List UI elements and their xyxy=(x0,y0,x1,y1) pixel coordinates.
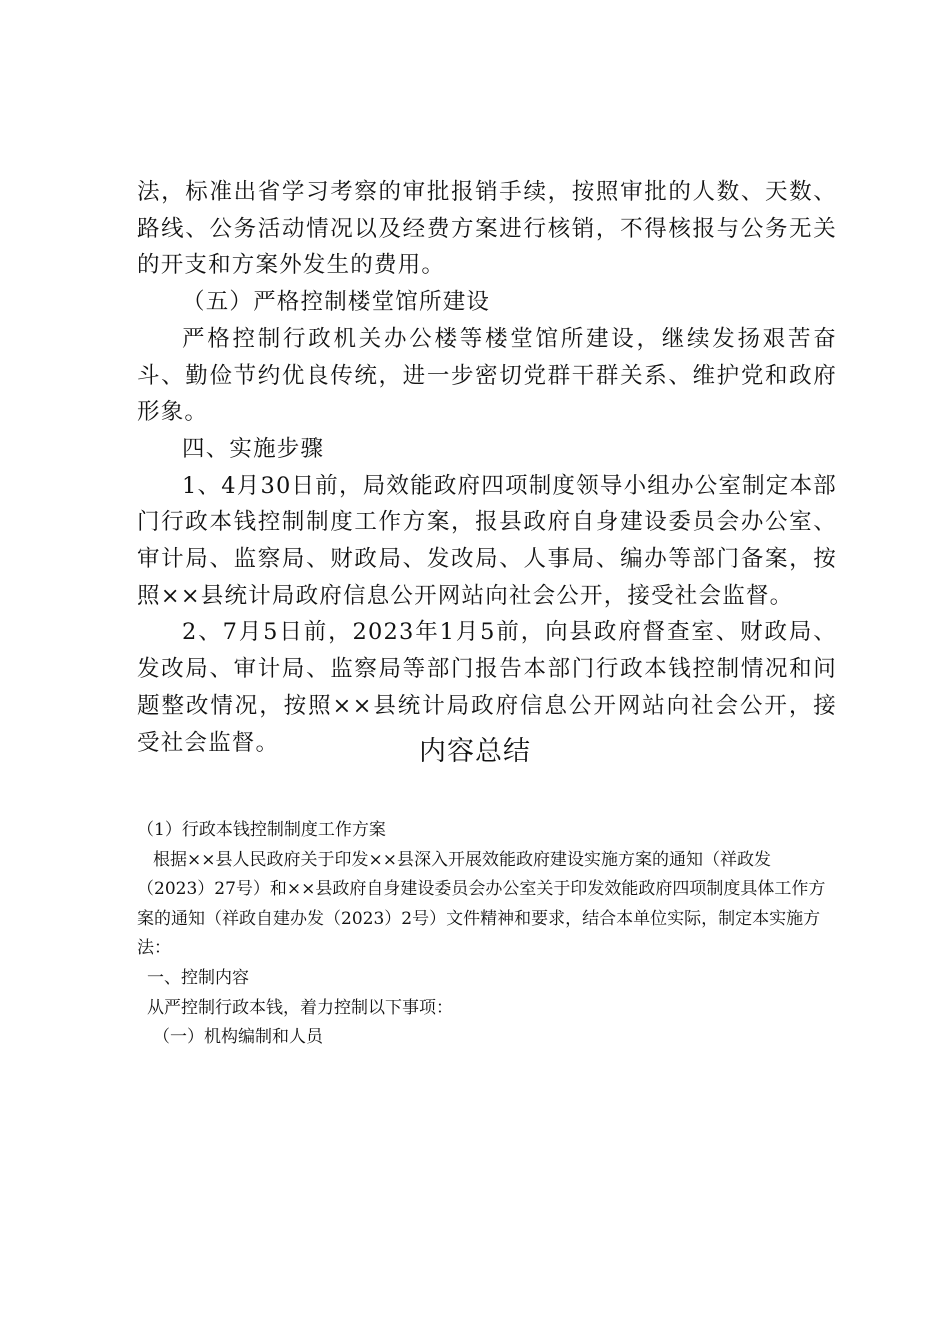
summary-body xyxy=(137,816,827,1053)
paragraph-building-control: 严格控制行政机关办公楼等楼堂馆所建设，继续发扬艰苦奋斗、勤俭节约优良传统，进一步密切党群干群关系、维护党和政府形象。 xyxy=(137,325,837,426)
heading-building-control: （五）严格控制楼堂馆所建设 xyxy=(182,289,491,316)
document-body xyxy=(137,174,837,761)
summary-paragraph: 根据××县人民政府关于印发××县深入开展效能政府建设实施方案的通知（祥政发（2023）27号）和××县政府自身建设委员会办公室关于印发效能政府四项制度具体工作方案的通知（祥政自建办发（2023）2号）文件精神和要求，结合本单位实际，制定本实施方法： xyxy=(137,849,826,959)
summary-line-intro: 从严控制行政本钱，着力控制以下事项： xyxy=(147,997,453,1018)
summary-line-section: 一、控制内容 xyxy=(147,967,249,988)
summary-title: 内容总结 xyxy=(419,736,531,767)
summary-line-subsection: （一）机构编制和人员 xyxy=(153,1027,323,1048)
paragraph-step-2: 2、7月5日前，2023年1月5前，向县政府督查室、财政局、发改局、审计局、监察局等部门报告本部门行政本钱控制情况和问题整改情况，按照××县统计局政府信息公开网站向社会公开，接受社会监督。 xyxy=(137,619,837,756)
paragraph-reimbursement: 法，标准出省学习考察的审批报销手续，按照审批的人数、天数、路线、公务活动情况以及经费方案进行核销，不得核报与公务无关的开支和方案外发生的费用。 xyxy=(137,179,837,279)
paragraph-step-1: 1、4月30日前，局效能政府四项制度领导小组办公室制定本部门行政本钱控制制度工作方案，报县政府自身建设委员会办公室、审计局、监察局、财政局、发改局、人事局、编办等部门备案，按照××县统计局政府信息公开网站向社会公开，接受社会监督。 xyxy=(137,472,837,609)
heading-implementation-steps: 四、实施步骤 xyxy=(182,435,325,462)
summary-line-title: （1）行政本钱控制制度工作方案 xyxy=(137,820,386,840)
